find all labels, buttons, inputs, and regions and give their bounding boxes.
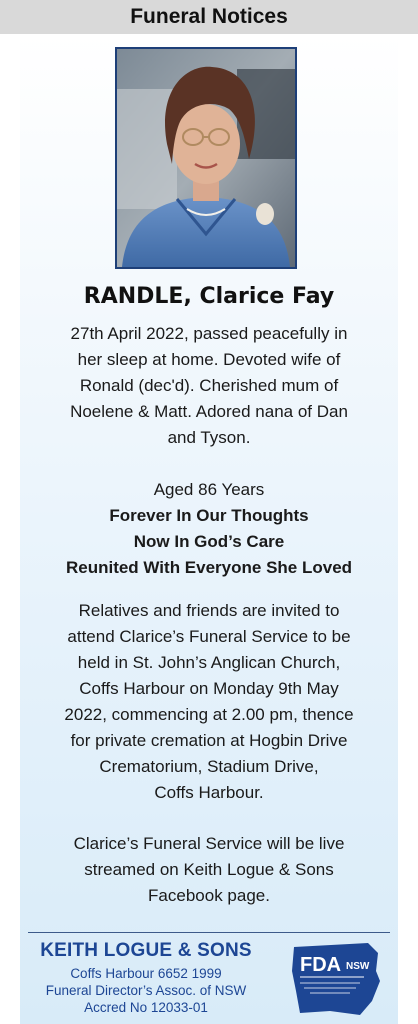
funeral-director-accreditation: Accred No 12033-01 [84,1000,208,1015]
service-line: held in St. John’s Anglican Church, [77,653,341,672]
intro-line: and Tyson. [167,428,251,447]
service-line: attend Clarice’s Funeral Service to be [67,627,351,646]
funeral-director-phone: Coffs Harbour 6652 1999 [70,966,222,981]
portrait-illustration [117,49,295,267]
verse-line: Reunited With Everyone She Loved [65,558,353,577]
service-line: Coffs Harbour. [154,783,264,802]
section-title: Funeral Notices [130,5,288,28]
intro-line: Noelene & Matt. Adored nana of Dan [70,402,348,421]
funeral-director-association: Funeral Director’s Assoc. of NSW [45,983,247,998]
stream-line: Clarice’s Funeral Service will be live [73,834,345,853]
logo-text: FDA [300,954,342,976]
section-header [0,0,418,34]
funeral-director-name: KEITH LOGUE & SONS [40,940,252,961]
service-paragraph [28,598,390,806]
notice-panel [20,34,398,1024]
verse-line: Forever In Our Thoughts [109,506,309,525]
verse-line: Now In God’s Care [133,532,285,551]
deceased-name: RANDLE, Clarice Fay [83,284,335,309]
logo-state: NSW [346,961,370,972]
portrait-photo [115,47,297,269]
age-line: Aged 86 Years [153,480,265,499]
service-line: 2022, commencing at 2.00 pm, thence [64,705,354,724]
service-line: Relatives and friends are invited to [78,601,340,620]
footer-divider [28,932,390,933]
service-line: Crematorium, Stadium Drive, [99,757,319,776]
intro-line: Ronald (dec'd). Cherished mum of [79,376,339,395]
age-and-verse [28,477,390,581]
livestream-paragraph [28,831,390,909]
service-line: Coffs Harbour on Monday 9th May [79,679,339,698]
service-line: for private cremation at Hogbin Drive [70,731,348,750]
fda-nsw-logo-icon [290,941,382,1019]
intro-line: 27th April 2022, passed peacefully in [70,324,348,343]
stream-line: streamed on Keith Logue & Sons [84,860,334,879]
intro-line: her sleep at home. Devoted wife of [77,350,341,369]
stream-line: Facebook page. [148,886,270,905]
intro-paragraph [28,321,390,451]
